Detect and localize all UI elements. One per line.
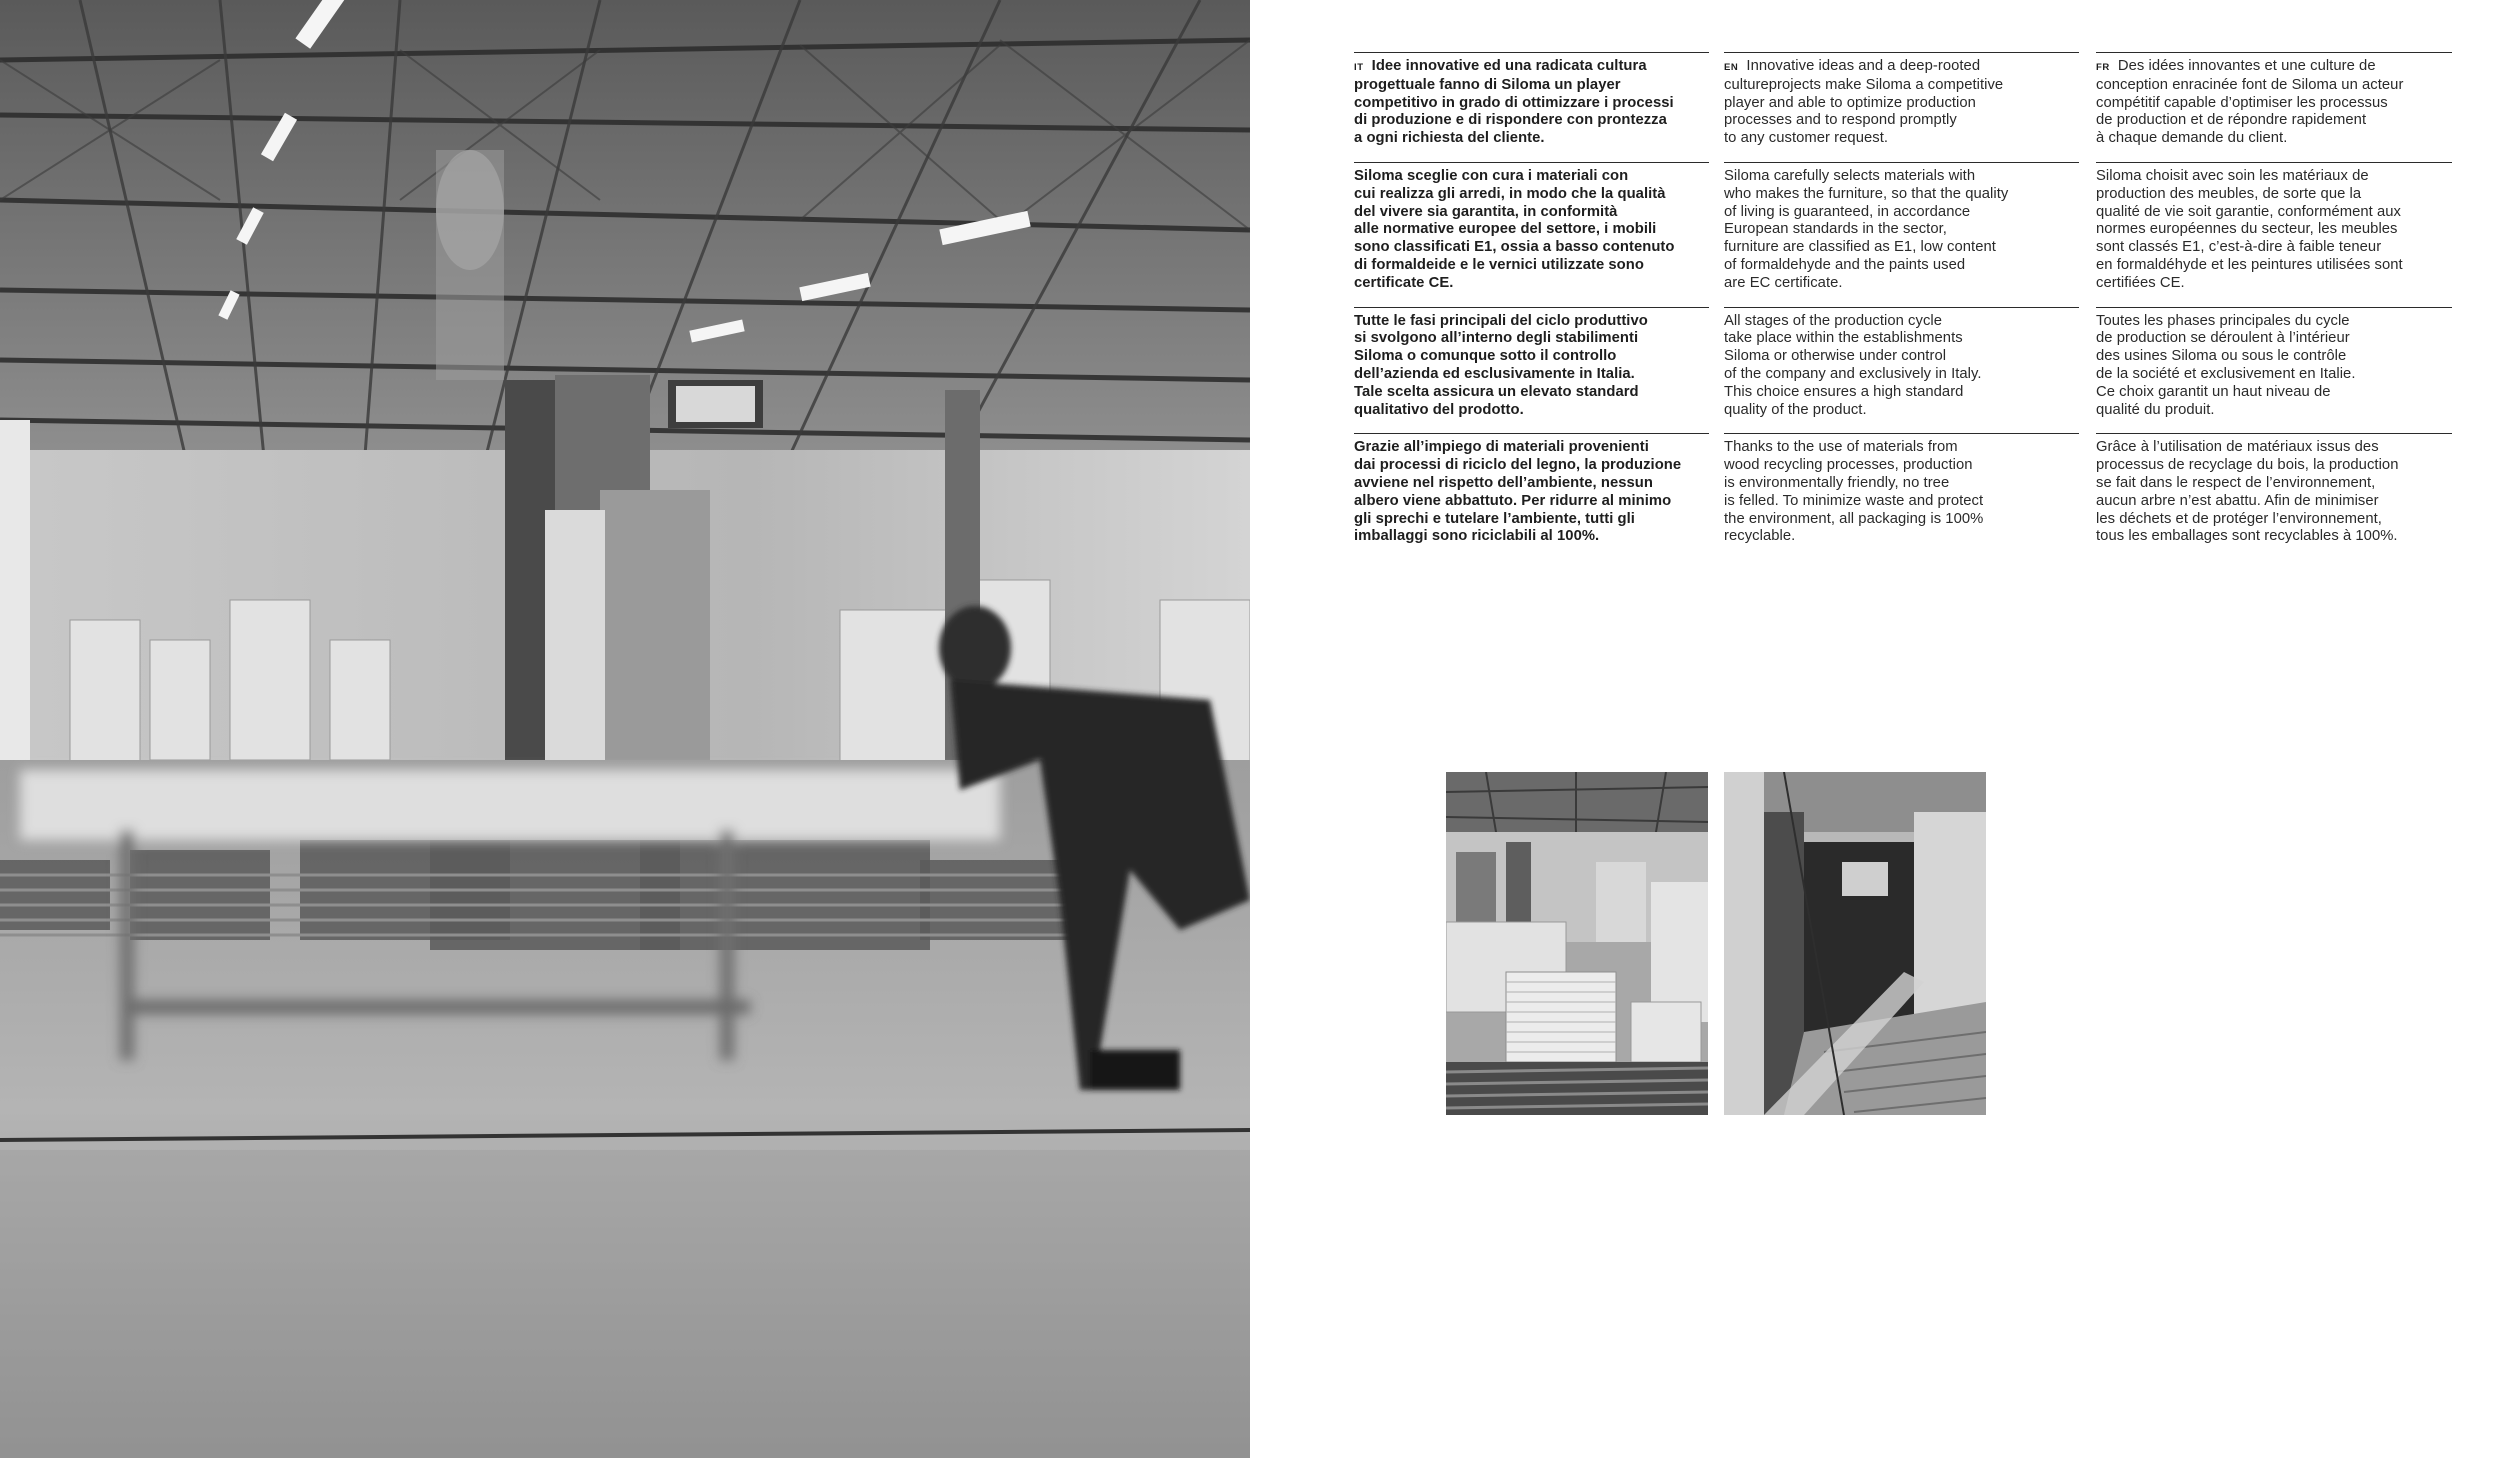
- english-paragraph-2: Siloma carefully selects materials with who makes the furniture, so that the quality of living is guaranteed, in accordance European standards in the sector, furniture are classified as E1, low content of formaldehyde and the paints used are EC certificate.: [1724, 162, 2079, 293]
- warehouse-panels-photo: [1446, 772, 1708, 1115]
- italian-paragraph-4: Grazie all’impiego di materiali provenienti dai processi di riciclo del legno, la produzione avviene nel rispetto dell’ambiente, nessun albero viene abbattuto. Per ridurre al minimo gli sprechi e tutelare l’ambiente, tutti gli imballaggi sono riciclabili al 100%.: [1354, 433, 1709, 546]
- italian-paragraph-1: IT Idee innovative ed una radicata cultura progettuale fanno di Siloma un player competitivo in grado di ottimizzare i processi di produzione e di rispondere con prontezza a ogni richiesta del cliente.: [1354, 52, 1709, 148]
- french-paragraph-2: Siloma choisit avec soin les matériaux de production des meubles, de sorte que la qualité de vie soit garantie, conformément aux normes européennes du secteur, les meubles sont classés E1, c’est-à-dire à faible teneur en formaldéhyde et les peintures utilisées sont certifiées CE.: [2096, 162, 2452, 293]
- italian-paragraph-3: Tutte le fasi principali del ciclo produttivo si svolgono all’interno degli stabilimenti Siloma o comunque sotto il controllo dell’azienda ed esclusivamente in Italia. Tale scelta assicura un elevato standard qualitativo del prodotto.: [1354, 307, 1709, 420]
- english-paragraph-1: EN Innovative ideas and a deep-rooted cultureprojects make Siloma a competitive player and able to optimize production processes and to respond promptly to any customer request.: [1724, 52, 2079, 148]
- italian-paragraph-2: Siloma sceglie con cura i materiali con cui realizza gli arredi, in modo che la qualità del vivere sia garantita, in conformità alle normative europee del settore, i mobili sono classificati E1, ossia a basso contenuto di formaldeide e le vernici utilizzate sono certificate CE.: [1354, 162, 1709, 293]
- english-paragraph-3: All stages of the production cycle take place within the establishments Siloma or otherwise under control of the company and exclusively in Italy. This choice ensures a high standard quality of the product.: [1724, 307, 2079, 420]
- italian-text-column: [1354, 52, 1709, 560]
- french-paragraph-3: Toutes les phases principales du cycle de production se déroulent à l’intérieur des usines Siloma ou sous le contrôle de la société et exclusivement en Italie. Ce choix garantit un haut niveau de qualité du produit.: [2096, 307, 2452, 420]
- language-tag-fr: FR: [2096, 62, 2110, 73]
- french-text-column: [2096, 52, 2452, 560]
- french-paragraph-4: Grâce à l’utilisation de matériaux issus des processus de recyclage du bois, la production se fait dans le respect de l’environnement, aucun arbre n’est abattu. Afin de minimiser les déchets et de protéger l’environnement, tous les emballages sont recyclables à 100%.: [2096, 433, 2452, 546]
- english-paragraph-4: Thanks to the use of materials from wood recycling processes, production is environmentally friendly, no tree is felled. To minimize waste and protect the environment, all packaging is 100% recyclable.: [1724, 433, 2079, 546]
- english-text-column: [1724, 52, 2079, 560]
- french-paragraph-1: FR Des idées innovantes et une culture de conception enracinée font de Siloma un acteur compétitif capable d’optimiser les processus de production et de répondre rapidement à chaque demande du client.: [2096, 52, 2452, 148]
- language-tag-it: IT: [1354, 62, 1364, 73]
- language-tag-en: EN: [1724, 62, 1739, 73]
- factory-doorway-photo: [1724, 772, 1986, 1115]
